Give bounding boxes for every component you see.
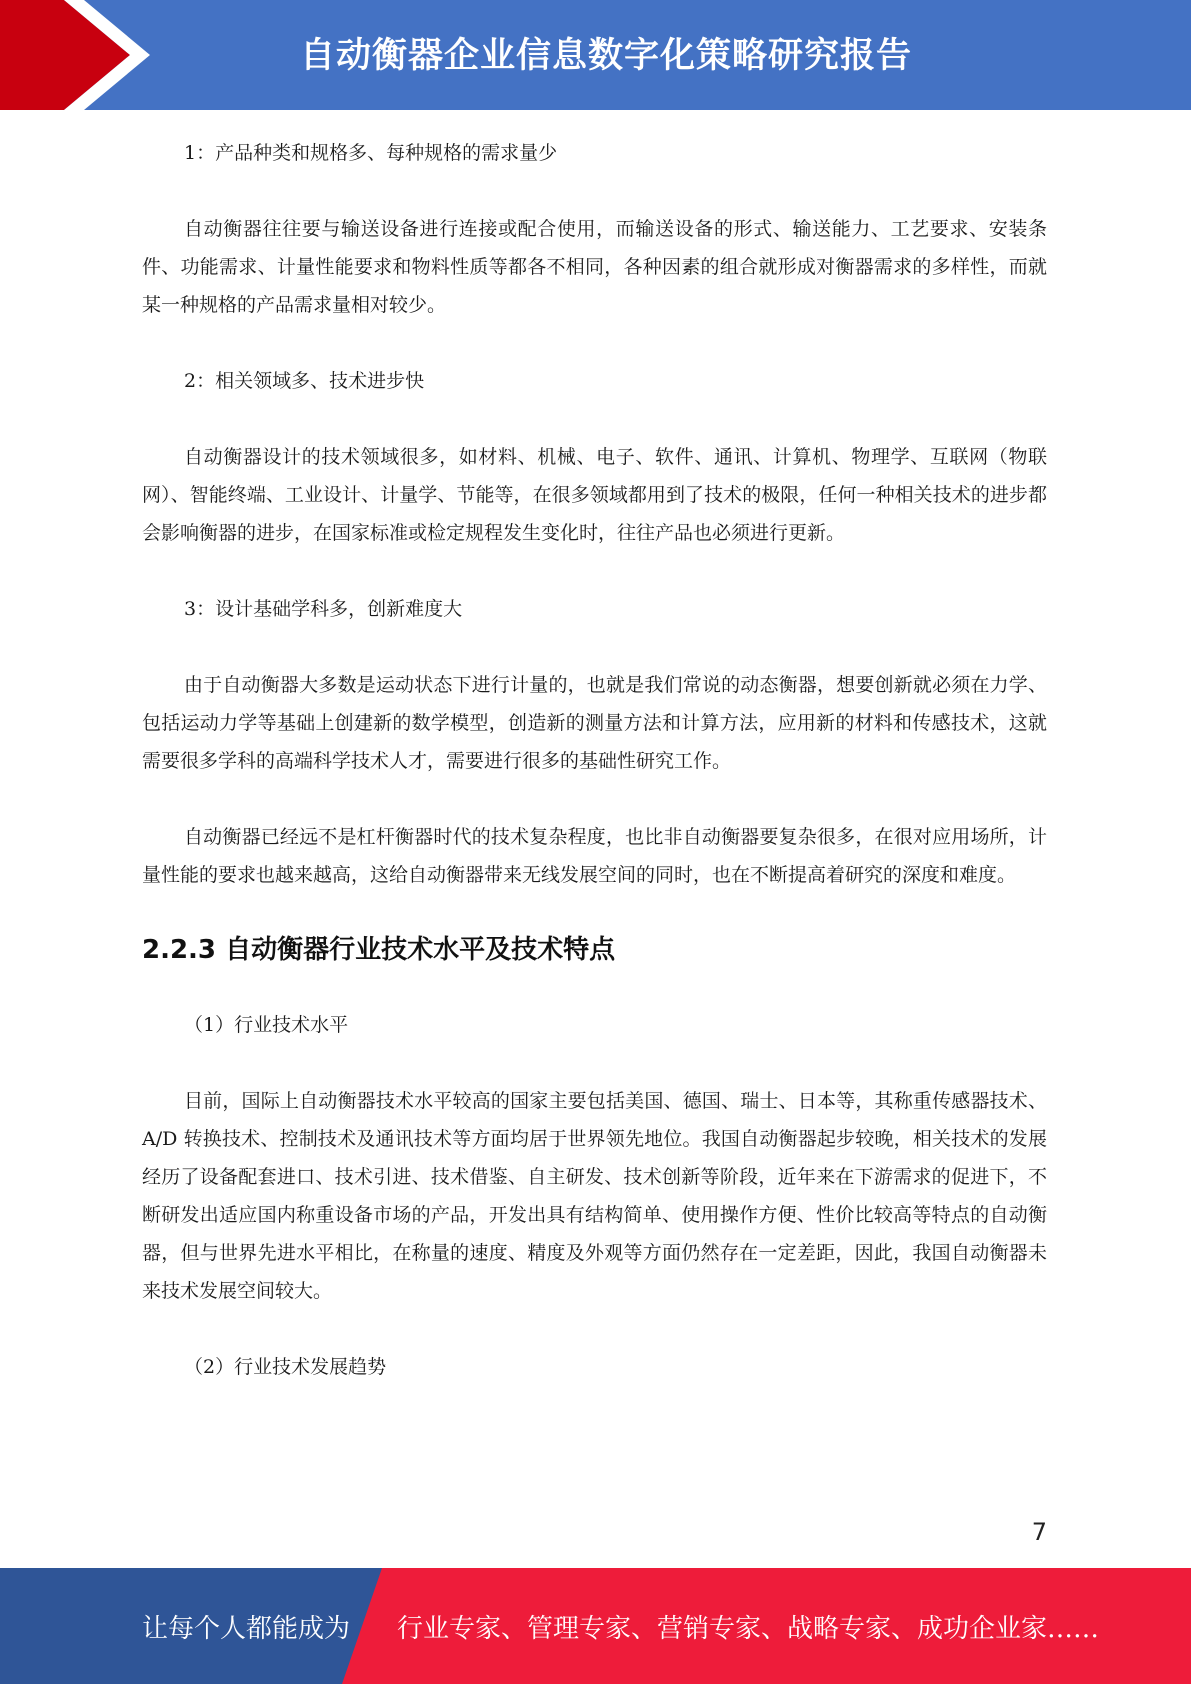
page-number: 7 — [1031, 1518, 1047, 1546]
list-item: 1：产品种类和规格多、每种规格的需求量少 — [184, 142, 558, 164]
list-item: 2：相关领域多、技术进步快 — [184, 370, 425, 392]
page-footer — [0, 1568, 1191, 1684]
paragraph: 目前，国际上自动衡器技术水平较高的国家主要包括美国、德国、瑞士、日本等，其称重传感器技术、A/D 转换技术、控制技术及通讯技术等方面均居于世界领先地位。我国自动衡器起步较晚，相关技术的发展经历了设备配套进口、技术引进、技术借鉴、自主研发、技术创新等阶段，近年来在下游需求的促进下，不断研发出适应国内称重设备市场的产品，开发出具有结构简单、使用操作方便、性价比较高等特点的自动衡器，但与世界先进水平相比，在称量的速度、精度及外观等方面仍然存在一定差距，因此，我国自动衡器未来技术发展空间较大。 — [142, 1090, 1047, 1302]
footer-slogan-right: 行业专家、管理专家、营销专家、战略专家、成功企业家…… — [397, 1614, 1100, 1644]
subsection-label: （1）行业技术水平 — [184, 1014, 349, 1036]
section-heading: 2.2.3 自动衡器行业技术水平及技术特点 — [142, 935, 616, 965]
paragraph: 由于自动衡器大多数是运动状态下进行计量的，也就是我们常说的动态衡器，想要创新就必须在力学、包括运动力学等基础上创建新的数学模型，创造新的测量方法和计算方法，应用新的材料和传感技术，这就需要很多学科的高端科学技术人才，需要进行很多的基础性研究工作。 — [142, 674, 1047, 772]
paragraph: 自动衡器已经远不是杠杆衡器时代的技术复杂程度，也比非自动衡器要复杂很多，在很对应用场所，计量性能的要求也越来越高，这给自动衡器带来无线发展空间的同时，也在不断提高着研究的深度和难度。 — [142, 826, 1047, 886]
list-item: 3：设计基础学科多，创新难度大 — [184, 598, 463, 620]
page-body — [142, 134, 1047, 1386]
page-header — [0, 0, 1191, 110]
document-title: 自动衡器企业信息数字化策略研究报告 — [300, 36, 913, 76]
subsection-label: （2）行业技术发展趋势 — [184, 1356, 387, 1378]
paragraph: 自动衡器设计的技术领域很多，如材料、机械、电子、软件、通讯、计算机、物理学、互联网（物联网）、智能终端、工业设计、计量学、节能等，在很多领域都用到了技术的极限，任何一种相关技术的进步都会影响衡器的进步，在国家标准或检定规程发生变化时，往往产品也必须进行更新。 — [142, 446, 1047, 544]
paragraph: 自动衡器往往要与输送设备进行连接或配合使用，而输送设备的形式、输送能力、工艺要求、安装条件、功能需求、计量性能要求和物料性质等都各不相同，各种因素的组合就形成对衡器需求的多样性，而就某一种规格的产品需求量相对较少。 — [142, 218, 1047, 316]
footer-slogan-left: 让每个人都能成为 — [142, 1614, 351, 1644]
